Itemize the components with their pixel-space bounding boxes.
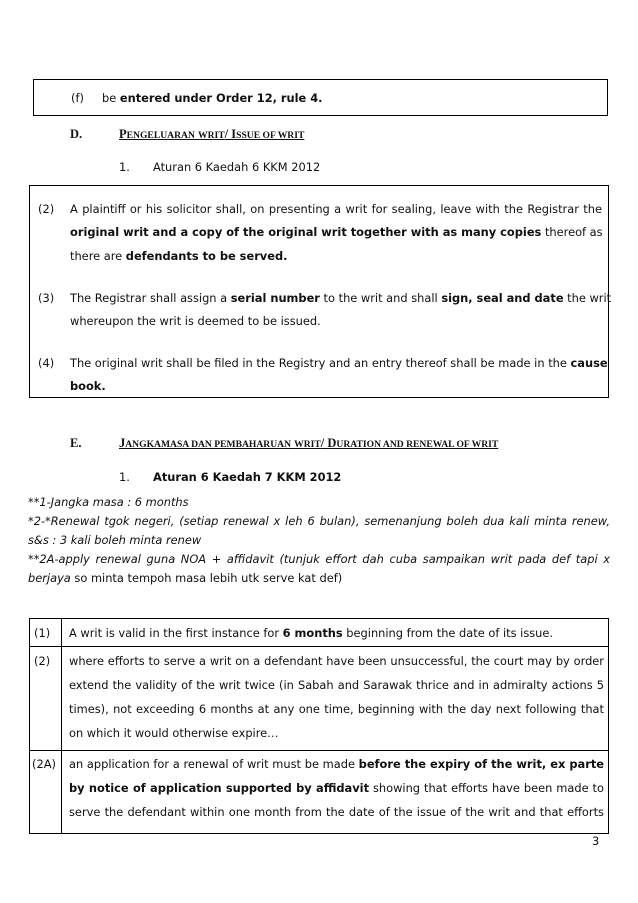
note-line-4: **2A-apply renewal guna NOA + affidavit (tunjuk effort dah cuba sampaikan writ pada def tapi x — [28, 552, 610, 566]
row-3-line-1-pre: an application for a renewal of writ must be made — [69, 757, 359, 771]
section-d-title-c-sc: SSUE OF WRIT — [236, 130, 305, 141]
rule-2-line-1: A plaintiff or his solicitor shall, on presenting a writ for sealing, leave with the Registrar the — [70, 202, 602, 216]
rule-3-line-2: whereupon the writ is deemed to be issued. — [70, 314, 321, 328]
rule-3-line-1-post: the writ — [563, 291, 612, 305]
section-e-title-b-sc: WRIT — [294, 439, 321, 450]
section-e-title-a: J — [119, 436, 126, 450]
note-line-5-italic: berjaya — [28, 571, 71, 585]
rule-2-line-2-rest: thereof as — [541, 225, 603, 239]
row-2-line-3: times), not exceeding 6 months at any one time, beginning with the day next following that — [69, 702, 604, 716]
rule-6-7-table — [29, 618, 609, 834]
row-3-line-1-bold: before the expiry of the writ, ex parte — [358, 757, 605, 771]
row-1-text-post: beginning from the date of its issue. — [342, 626, 554, 640]
rule-3-line-1-bold-2: sign, seal and date — [441, 291, 564, 305]
section-e-sub-number: 1. — [119, 470, 130, 484]
rule-6-6-box — [29, 185, 612, 398]
clause-f-number: (f) — [71, 91, 84, 105]
table-row — [30, 619, 609, 647]
clause-f-text-pre: be — [102, 91, 120, 105]
table-cell-number — [30, 647, 62, 751]
row-2-number: (2) — [34, 654, 51, 668]
section-d-title-b-sc: WRIT — [198, 130, 225, 141]
section-e-title-c-sc: URATION AND RENEWAL OF WRIT — [336, 439, 499, 450]
rule-2-line-3 — [70, 249, 287, 263]
rule-4-number: (4) — [38, 356, 55, 370]
section-e-title — [119, 436, 498, 451]
section-d-letter: D. — [70, 127, 83, 141]
row-2-line-4: on which it would otherwise expire… — [69, 726, 279, 740]
rule-4-line-1-pre: The original writ shall be filed in the Registry and an entry thereof shall be made in the — [70, 356, 571, 370]
page-number: 3 — [592, 834, 600, 848]
table-row — [30, 647, 609, 751]
rule-2-line-3-pre: there are — [70, 249, 126, 263]
section-e-letter: E. — [70, 436, 82, 450]
rule-2-number: (2) — [38, 202, 55, 216]
note-line-1: **1-Jangka masa : 6 months — [28, 495, 189, 509]
rule-4-line-1-bold: cause — [570, 356, 608, 370]
section-d-title-c: / I — [224, 127, 237, 141]
row-3-number: (2A) — [32, 757, 56, 771]
note-line-5 — [28, 571, 342, 585]
rule-4-line-1 — [70, 356, 608, 370]
row-3-line-2-post: showing that efforts have been made to — [369, 781, 604, 795]
rule-2-line-2-bold: original writ and a copy of the original writ together with as many copies — [70, 225, 542, 239]
section-d-title-a-sc: ENGELUARAN — [126, 130, 195, 141]
row-1-text — [62, 619, 608, 640]
rule-4-line-2-bold: book. — [70, 379, 106, 393]
table-cell-text — [62, 647, 609, 751]
table-cell-number — [30, 751, 62, 834]
row-3-line-2 — [69, 781, 604, 805]
clause-f-text — [102, 91, 323, 105]
rule-3-line-1-pre: The Registrar shall assign a — [70, 291, 231, 305]
note-line-5-plain: so minta tempoh masa lebih utk serve kat def) — [70, 571, 343, 585]
rule-3-line-1-bold-1: serial number — [230, 291, 320, 305]
rule-3-number: (3) — [38, 291, 55, 305]
row-2-line-2: extend the validity of the writ twice (in Sabah and Sarawak thrice and in admiralty actions 5 — [69, 678, 604, 692]
section-d-title — [119, 127, 304, 142]
table-cell-text — [62, 751, 609, 834]
table-cell-text — [62, 619, 609, 647]
row-2-line-1: where efforts to serve a writ on a defendant have been unsuccessful, the court may by order — [69, 654, 604, 668]
row-3-line-3: serve the defendant within one month from the date of the issue of the writ and that efforts — [69, 805, 604, 819]
rule-4-line-2 — [70, 379, 106, 393]
row-1-number: (1) — [34, 626, 51, 640]
table-row — [30, 751, 609, 834]
row-3-line-1 — [69, 757, 604, 781]
table-cell-number — [30, 619, 62, 647]
row-1-text-pre: A writ is valid in the first instance for — [69, 626, 283, 640]
section-e-sub-text: Aturan 6 Kaedah 7 KKM 2012 — [153, 470, 342, 484]
clause-f-text-bold: entered under Order 12, rule 4. — [119, 91, 323, 105]
rule-3-line-1 — [70, 291, 612, 305]
rule-2-line-3-bold: defendants to be served. — [125, 249, 288, 263]
row-3-line-2-bold: by notice of application supported by affidavit — [69, 781, 370, 795]
section-d-sub-number: 1. — [119, 160, 130, 174]
section-e-title-a-sc: ANGKAMASA DAN PEMBAHARUAN — [125, 439, 292, 450]
note-line-3: s&s : 3 kali boleh minta renew — [28, 533, 202, 547]
section-d-title-a: P — [119, 127, 127, 141]
rule-2-line-2 — [70, 225, 602, 239]
clause-f-box — [33, 79, 608, 116]
rule-3-line-1-mid: to the writ and shall — [319, 291, 442, 305]
section-d-sub-text: Aturan 6 Kaedah 6 KKM 2012 — [153, 160, 321, 174]
section-e-title-c: / D — [320, 436, 337, 450]
row-1-text-bold: 6 months — [282, 626, 343, 640]
note-line-2: *2-*Renewal tgok negeri, (setiap renewal x leh 6 bulan), semenanjung boleh dua kali minta renew, — [28, 514, 610, 528]
